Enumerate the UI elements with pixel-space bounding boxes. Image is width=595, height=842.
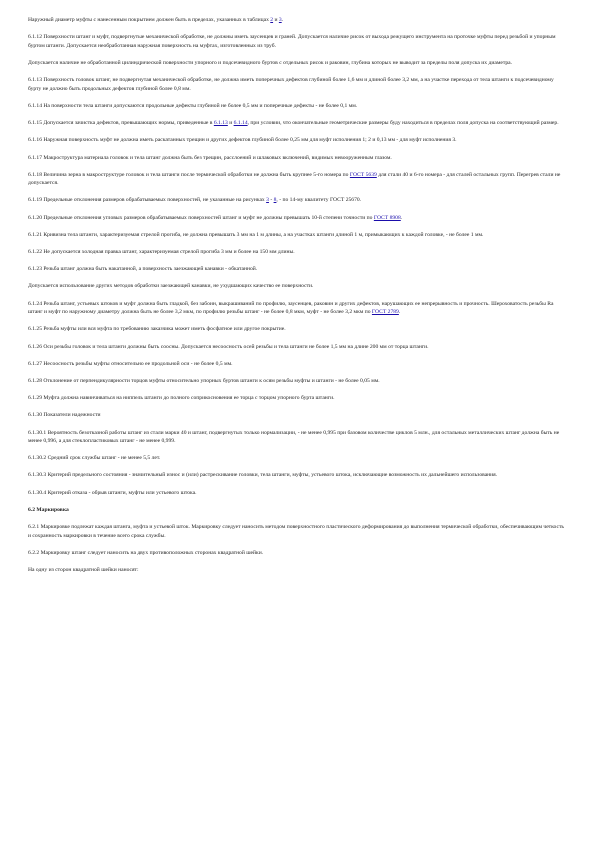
paragraph-text: - bbox=[268, 197, 274, 204]
reference-link[interactable]: 6.1.14 bbox=[233, 120, 248, 127]
paragraph bbox=[28, 76, 568, 93]
paragraph bbox=[28, 429, 568, 446]
paragraph-text: Допускается наличие не обработанной цилиндрической поверхности упорного и подсечевидного буртов с отдельных рисок и раковин, глубина которых не выводит за пределы поля допуска их диаметра. bbox=[28, 59, 513, 66]
reference-link[interactable]: 3 bbox=[278, 17, 282, 23]
paragraph bbox=[28, 248, 568, 257]
paragraph bbox=[28, 343, 568, 352]
paragraph-text: . bbox=[398, 309, 401, 316]
paragraph bbox=[28, 489, 568, 498]
paragraph-text: 6.1.30.4 Критерий отказа - обрыв штанги, муфты или устьевого штока. bbox=[28, 489, 197, 496]
paragraph-text: , при условии, что окончательные геометрические размеры буду находиться в пределах поля допуска на соответствующий размер. bbox=[247, 120, 559, 127]
paragraph-text: 6.1.30.3 Критерий предельного состояния - значительный износ и (или) растрескивание головки, тела штанги, муфты, устьевого штока, исключающие возможность их дальнейшего использования. bbox=[28, 472, 498, 479]
reference-link[interactable]: ГОСТ 2789 bbox=[371, 309, 399, 316]
paragraph-text: 6.1.22 Не допускается холодная правка штанг, характеризуемая стрелой прогиба 3 мм и более на 150 мм длины. bbox=[28, 249, 295, 256]
paragraph-text: 6.1.23 Резьба штанг должна быть накатанной, а поверхность заезжающей канавки - обкатанной. bbox=[28, 266, 258, 273]
paragraph bbox=[28, 377, 568, 386]
paragraph-text: , - по 14-му квалитету ГОСТ 25670. bbox=[276, 197, 362, 204]
paragraph bbox=[28, 154, 568, 163]
paragraph bbox=[28, 16, 568, 25]
reference-link[interactable]: 8 bbox=[273, 197, 277, 204]
paragraph bbox=[28, 506, 568, 515]
paragraph-text: 6.1.15 Допускается зачистка дефектов, превышающих нормы, приведенные в bbox=[28, 120, 214, 127]
paragraph-text: 6.1.18 Величина зерна в макроструктуре головок и тела штанги после термической обработки не должна быть крупнее 5-го номера по bbox=[28, 171, 350, 178]
paragraph bbox=[28, 411, 568, 420]
paragraph-text: 6.2.2 Маркировку штанг следует наносить на двух противоположных сторонах квадратной шейки. bbox=[28, 549, 264, 556]
paragraph bbox=[28, 136, 568, 145]
reference-link[interactable]: ГОСТ 5639 bbox=[349, 171, 377, 178]
paragraph-text: . bbox=[281, 17, 284, 23]
paragraph-text: 6.1.12 Поверхности штанг и муфт, подвергнутые механической обработке, не должны иметь заусенцев и граней. Допускается наличие рисок от выхода режущего инструмента на проточке муфты перед резьбой и упорным буртом штанги. Допускается необработанная наружная поверхность на муфтах, изготовленных из труб. bbox=[28, 34, 556, 49]
paragraph-text: Наружный диаметр муфты с нанесенным покрытием должен быть в пределах, указанных в таблицах bbox=[28, 17, 271, 23]
reference-link[interactable]: ГОСТ 8908 bbox=[373, 214, 401, 221]
paragraph-text: и bbox=[227, 120, 234, 127]
paragraph bbox=[28, 454, 568, 463]
paragraph-text: 6.1.27 Несоосность резьбы муфты относительно ее продольной оси - не более 0,5 мм. bbox=[28, 360, 233, 367]
paragraph bbox=[28, 394, 568, 403]
paragraph-text: . bbox=[400, 214, 403, 221]
paragraph bbox=[28, 300, 568, 317]
paragraph-text: 6.1.28 Отклонение от перпендикулярности торцов муфты относительно упорных буртов штанги к осям резьбы муфты и штанги - не более 0,05 мм. bbox=[28, 377, 380, 384]
reference-link[interactable]: 2 bbox=[270, 17, 274, 23]
paragraph-text: 6.1.30 Показатели надежности bbox=[28, 412, 101, 419]
paragraph bbox=[28, 214, 568, 223]
paragraph-text: 6.1.30.2 Средний срок службы штанг - не менее 5,5 лет. bbox=[28, 455, 161, 462]
paragraph bbox=[28, 566, 568, 575]
paragraph bbox=[28, 231, 568, 240]
paragraph-text: 6.1.16 Наружная поверхность муфт не должна иметь раскатанных трещин и других дефектов глубиной более 0,25 мм для муфт исполнения 1; 2 и 0,13 мм - для муфт исполнения 3. bbox=[28, 137, 457, 144]
reference-link[interactable]: 6.1.13 bbox=[213, 120, 228, 127]
paragraph bbox=[28, 265, 568, 274]
section-heading: 6.2 Маркировка bbox=[28, 506, 69, 513]
paragraph-text: 6.1.30.1 Вероятность безотказной работы штанг из стали марки 40 и штанг, подвергнутых только нормализации, - не менее 0,995 при базовом количестве циклов 5 млн., для остальных металлических штанг должна быть не менее 0,996, а для стеклопластиковых штанг - не менее 0,999. bbox=[28, 429, 560, 445]
paragraph-text: 6.1.29 Муфта должна навинчиваться на ниппель штанги до полного соприкосновения ее торца с торцом упорного бурта штанги. bbox=[28, 395, 335, 402]
paragraph bbox=[28, 33, 568, 50]
paragraph-text: 6.2.1 Маркировке подлежат каждая штанга, муфта и устьевой шток. Маркировку следует наносить методом поверхностного пластического деформирования до выполнения термической обработки, обеспечивающим четкость и сохранность маркировки в течение всего срока службы. bbox=[28, 524, 564, 539]
paragraph bbox=[28, 325, 568, 334]
paragraph-text: Допускается использование других методов обработки заезжающей канавки, не ухудшающих качество ее поверхности. bbox=[28, 283, 314, 290]
paragraph-text: На одну из сторон квадратной шейки наносят: bbox=[28, 567, 139, 573]
paragraph bbox=[28, 282, 568, 291]
paragraph-text: 6.1.17 Макроструктура материала головок и тела штанг должна быть без трещин, расслоений и шлаковых включений, видимых невооруженным глазом. bbox=[28, 154, 392, 161]
reference-link[interactable]: 3 bbox=[266, 197, 269, 204]
paragraph bbox=[28, 471, 568, 480]
paragraph bbox=[28, 360, 568, 369]
paragraph bbox=[28, 59, 568, 68]
paragraph-text: 6.1.19 Предельные отклонения размеров обрабатываемых поверхностей, не указанные на рисунках bbox=[28, 197, 267, 204]
paragraph-text: 6.1.26 Оси резьбы головок и тела штанги должны быть соосны. Допускается несоосность осей резьбы и тела штанги не более 1,5 мм на длине 200 мм от торца штанги. bbox=[28, 343, 429, 350]
paragraph-text: 6.1.25 Резьба муфты или вся муфта по требованию заказчика может иметь фосфатное или другое покрытие. bbox=[28, 326, 286, 333]
paragraph-text: для стали 40 и 6-го номера - для сталей остальных групп. Перегрев стали не допускается. bbox=[28, 171, 561, 187]
paragraph-text: 6.1.14 На поверхности тела штанги допускаются продольные дефекты глубиной не более 0,5 мм и поперечные дефекты - не более 0,1 мм. bbox=[28, 102, 358, 109]
paragraph-text: 6.1.13 Поверхность головок штанг, не подвергнутая механической обработке, не должна иметь поперечных дефектов глубиной более 1,6 мм и длиной более 3,2 мм, а на участке перехода от тела штанги к подсечевидному бурту не должно быть продольных дефектов глубиной более 0,8 мм. bbox=[28, 77, 554, 92]
paragraph bbox=[28, 171, 568, 188]
paragraph-text: 6.1.24 Резьба штанг, устьевых штоков и муфт должна быть гладкой, без забоин, выкрашиваний по профилю, заусенцев, раковин и других дефектов, нарушающих ее непрерывность и прочность. Шероховатость резьбы Ra штанг и муфт по наружному диаметру должна быть не более 3,2 мкм, по профилю резьбы штанг - не более 0,8 мкм, муфт - не более 3,2 мкм по bbox=[28, 300, 554, 316]
paragraph-text: и bbox=[273, 17, 279, 23]
paragraph bbox=[28, 549, 568, 558]
paragraph-text: 6.1.20 Предельные отклонения угловых размеров обрабатываемых поверхностей штанг и муфт не должны превышать 10-й степени точности по bbox=[28, 214, 374, 221]
paragraph bbox=[28, 523, 568, 540]
paragraph bbox=[28, 102, 568, 111]
paragraph bbox=[28, 119, 568, 128]
document-page bbox=[28, 16, 568, 575]
paragraph bbox=[28, 196, 568, 205]
paragraph-text: 6.1.21 Кривизна тела штанги, характеризуемая стрелой прогиба, не должна превышать 3 мм на 1 м длины, а на участках штанги длиной 1 м, примыкающих к каждой головке, - не более 1 мм. bbox=[28, 231, 484, 238]
